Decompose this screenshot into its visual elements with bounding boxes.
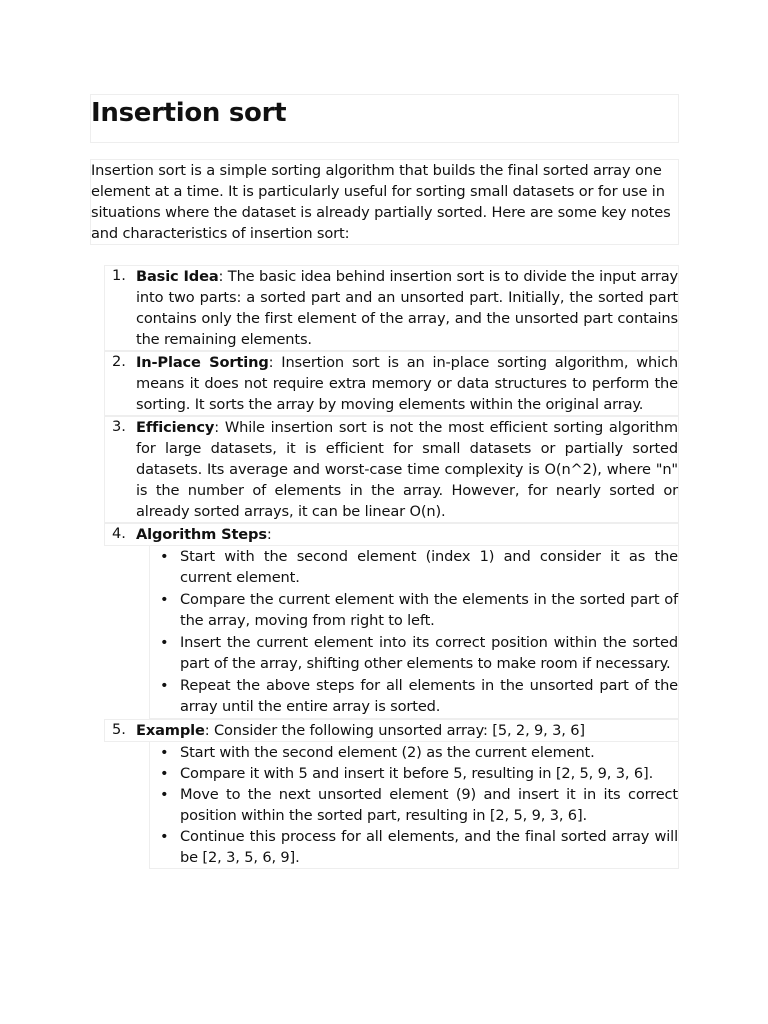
bullet-text: Compare it with 5 and insert it before 5, resulting in [2, 5, 9, 3, 6]. bbox=[180, 765, 654, 782]
list-item bbox=[150, 632, 678, 674]
document-page bbox=[90, 94, 679, 869]
bullet-icon: • bbox=[160, 786, 169, 803]
list-item bbox=[150, 784, 678, 826]
intro-paragraph: Insertion sort is a simple sorting algorithm that builds the final sorted array one element at a time. It is particularly useful for sorting small datasets or for use in situations where the dataset is already partially sorted. Here are some key notes and characteristics of insertion sort: bbox=[90, 159, 679, 245]
list-number: 4. bbox=[112, 525, 126, 542]
list-text: : Insertion sort is an in-place sorting algorithm, which means it does not require extra memory or data structures to perform the sorting. It sorts the array by moving elements within the original array. bbox=[136, 354, 679, 413]
list-text: : The basic idea behind insertion sort is to divide the input array into two parts: a sorted part and an unsorted part. Initially, the sorted part contains only the first element of the array, and the unsorted part contains the remaining elements. bbox=[136, 268, 678, 348]
bullet-icon: • bbox=[160, 548, 169, 565]
list-number: 3. bbox=[112, 418, 126, 435]
list-item-example bbox=[104, 719, 679, 869]
bullet-icon: • bbox=[160, 591, 169, 608]
bullet-icon: • bbox=[160, 828, 169, 845]
bullet-text: Insert the current element into its correct position within the sorted part of the array, shifting other elements to make room if necessary. bbox=[180, 634, 678, 672]
list-term: Basic Idea bbox=[136, 268, 219, 285]
list-item bbox=[150, 763, 678, 784]
list-item bbox=[150, 742, 678, 763]
list-term: Algorithm Steps bbox=[136, 526, 267, 543]
list-item-efficiency bbox=[104, 416, 679, 523]
list-number: 1. bbox=[112, 267, 126, 284]
bullet-icon: • bbox=[160, 765, 169, 782]
list-term: In-Place Sorting bbox=[136, 354, 269, 371]
list-number: 2. bbox=[112, 353, 126, 370]
list-term: Example bbox=[136, 722, 205, 739]
list-item bbox=[150, 546, 678, 588]
list-item-in-place-sorting bbox=[104, 351, 679, 416]
list-item-basic-idea bbox=[104, 265, 679, 351]
bullet-icon: • bbox=[160, 634, 169, 651]
bullet-text: Continue this process for all elements, and the final sorted array will be [2, 3, 5, 6, 9]. bbox=[180, 828, 678, 866]
bullet-icon: • bbox=[160, 677, 169, 694]
title-block bbox=[90, 94, 679, 143]
bullet-icon: • bbox=[160, 744, 169, 761]
example-steps-list bbox=[149, 742, 679, 869]
list-item-algorithm-steps bbox=[104, 523, 679, 719]
algorithm-steps-list bbox=[149, 546, 679, 719]
list-item bbox=[150, 589, 678, 631]
bullet-text: Start with the second element (index 1) and consider it as the current element. bbox=[180, 548, 678, 586]
list-text: : bbox=[266, 526, 272, 543]
page-title: Insertion sort bbox=[91, 98, 287, 128]
notes-list bbox=[90, 265, 679, 869]
list-item bbox=[150, 675, 678, 717]
list-number: 5. bbox=[112, 721, 126, 738]
list-text: : Consider the following unsorted array: [5, 2, 9, 3, 6] bbox=[204, 722, 585, 739]
bullet-text: Repeat the above steps for all elements in the unsorted part of the array until the entire array is sorted. bbox=[180, 677, 678, 715]
list-item bbox=[150, 826, 678, 868]
list-term: Efficiency bbox=[136, 419, 215, 436]
bullet-text: Start with the second element (2) as the current element. bbox=[180, 744, 595, 761]
list-text: : While insertion sort is not the most efficient sorting algorithm for large datasets, it is efficient for small datasets or partially sorted datasets. Its average and worst-case time complexity is O(n^2), where "n" is the number of elements in the array. However, for nearly sorted or already sorted arrays, it can be linear O(n). bbox=[136, 419, 678, 520]
bullet-text: Compare the current element with the elements in the sorted part of the array, moving from right to left. bbox=[180, 591, 678, 629]
bullet-text: Move to the next unsorted element (9) and insert it in its correct position within the sorted part, resulting in [2, 5, 9, 3, 6]. bbox=[180, 786, 678, 824]
